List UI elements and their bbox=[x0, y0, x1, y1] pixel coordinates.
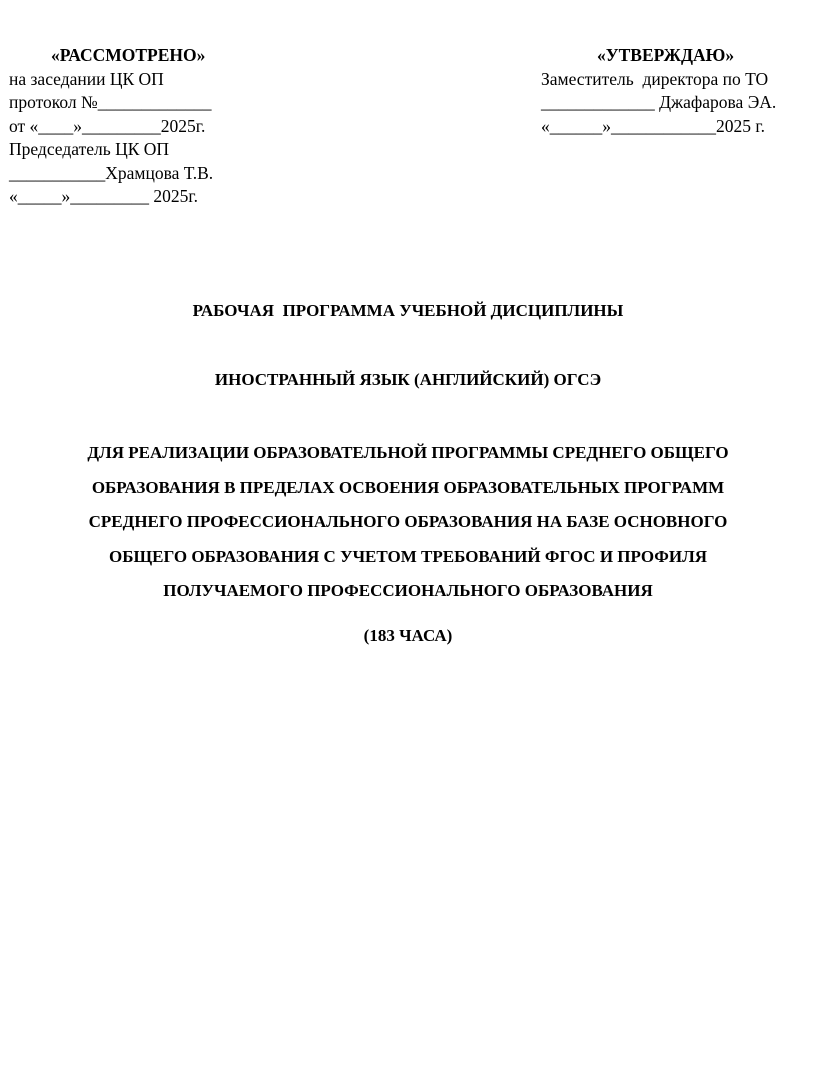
program-purpose-line: ДЛЯ РЕАЛИЗАЦИИ ОБРАЗОВАТЕЛЬНОЙ ПРОГРАММЫ СРЕДНЕГО ОБЩЕГО bbox=[87, 443, 729, 462]
program-purpose-line: ОБРАЗОВАНИЯ В ПРЕДЕЛАХ ОСВОЕНИЯ ОБРАЗОВАТЕЛЬНЫХ ПРОГРАММ bbox=[91, 477, 725, 497]
hours-count: (183 ЧАСА) bbox=[363, 626, 453, 645]
approved-title: «УТВЕРЖДАЮ» bbox=[597, 45, 735, 65]
approved-position-line: Заместитель директора по ТО bbox=[541, 68, 769, 89]
approved-signature-line: _____________ Джафарова ЭА. bbox=[541, 92, 777, 112]
reviewed-approval-block bbox=[9, 44, 309, 209]
program-purpose bbox=[20, 436, 796, 609]
discipline-title: ИНОСТРАННЫЙ ЯЗЫК (АНГЛИЙСКИЙ) ОГСЭ bbox=[214, 370, 602, 389]
approved-block bbox=[541, 44, 811, 138]
program-purpose-line: СРЕДНЕГО ПРОФЕССИОНАЛЬНОГО ОБРАЗОВАНИЯ НА БАЗЕ ОСНОВНОГО bbox=[88, 512, 728, 531]
program-purpose-line: ОБЩЕГО ОБРАЗОВАНИЯ С УЧЕТОМ ТРЕБОВАНИЙ ФГОС И ПРОФИЛЯ bbox=[108, 546, 708, 566]
reviewed-date-line: от «____»_________2025г. bbox=[9, 115, 206, 136]
reviewed-protocol-line: протокол №_____________ bbox=[9, 92, 212, 112]
program-purpose-line: ПОЛУЧАЕМОГО ПРОФЕССИОНАЛЬНОГО ОБРАЗОВАНИЯ bbox=[163, 581, 653, 600]
reviewed-chair-signature-line: ___________Храмцова Т.В. bbox=[9, 162, 214, 183]
program-title: РАБОЧАЯ ПРОГРАММА УЧЕБНОЙ ДИСЦИПЛИНЫ bbox=[192, 301, 624, 320]
approved-date-line: «______»____________2025 г. bbox=[541, 115, 765, 136]
reviewed-chair-label: Председатель ЦК ОП bbox=[9, 139, 170, 159]
reviewed-chair-date-line: «_____»_________ 2025г. bbox=[9, 186, 198, 206]
reviewed-title: «РАССМОТРЕНО» bbox=[51, 45, 206, 65]
reviewed-meeting-line: на заседании ЦК ОП bbox=[9, 68, 164, 89]
